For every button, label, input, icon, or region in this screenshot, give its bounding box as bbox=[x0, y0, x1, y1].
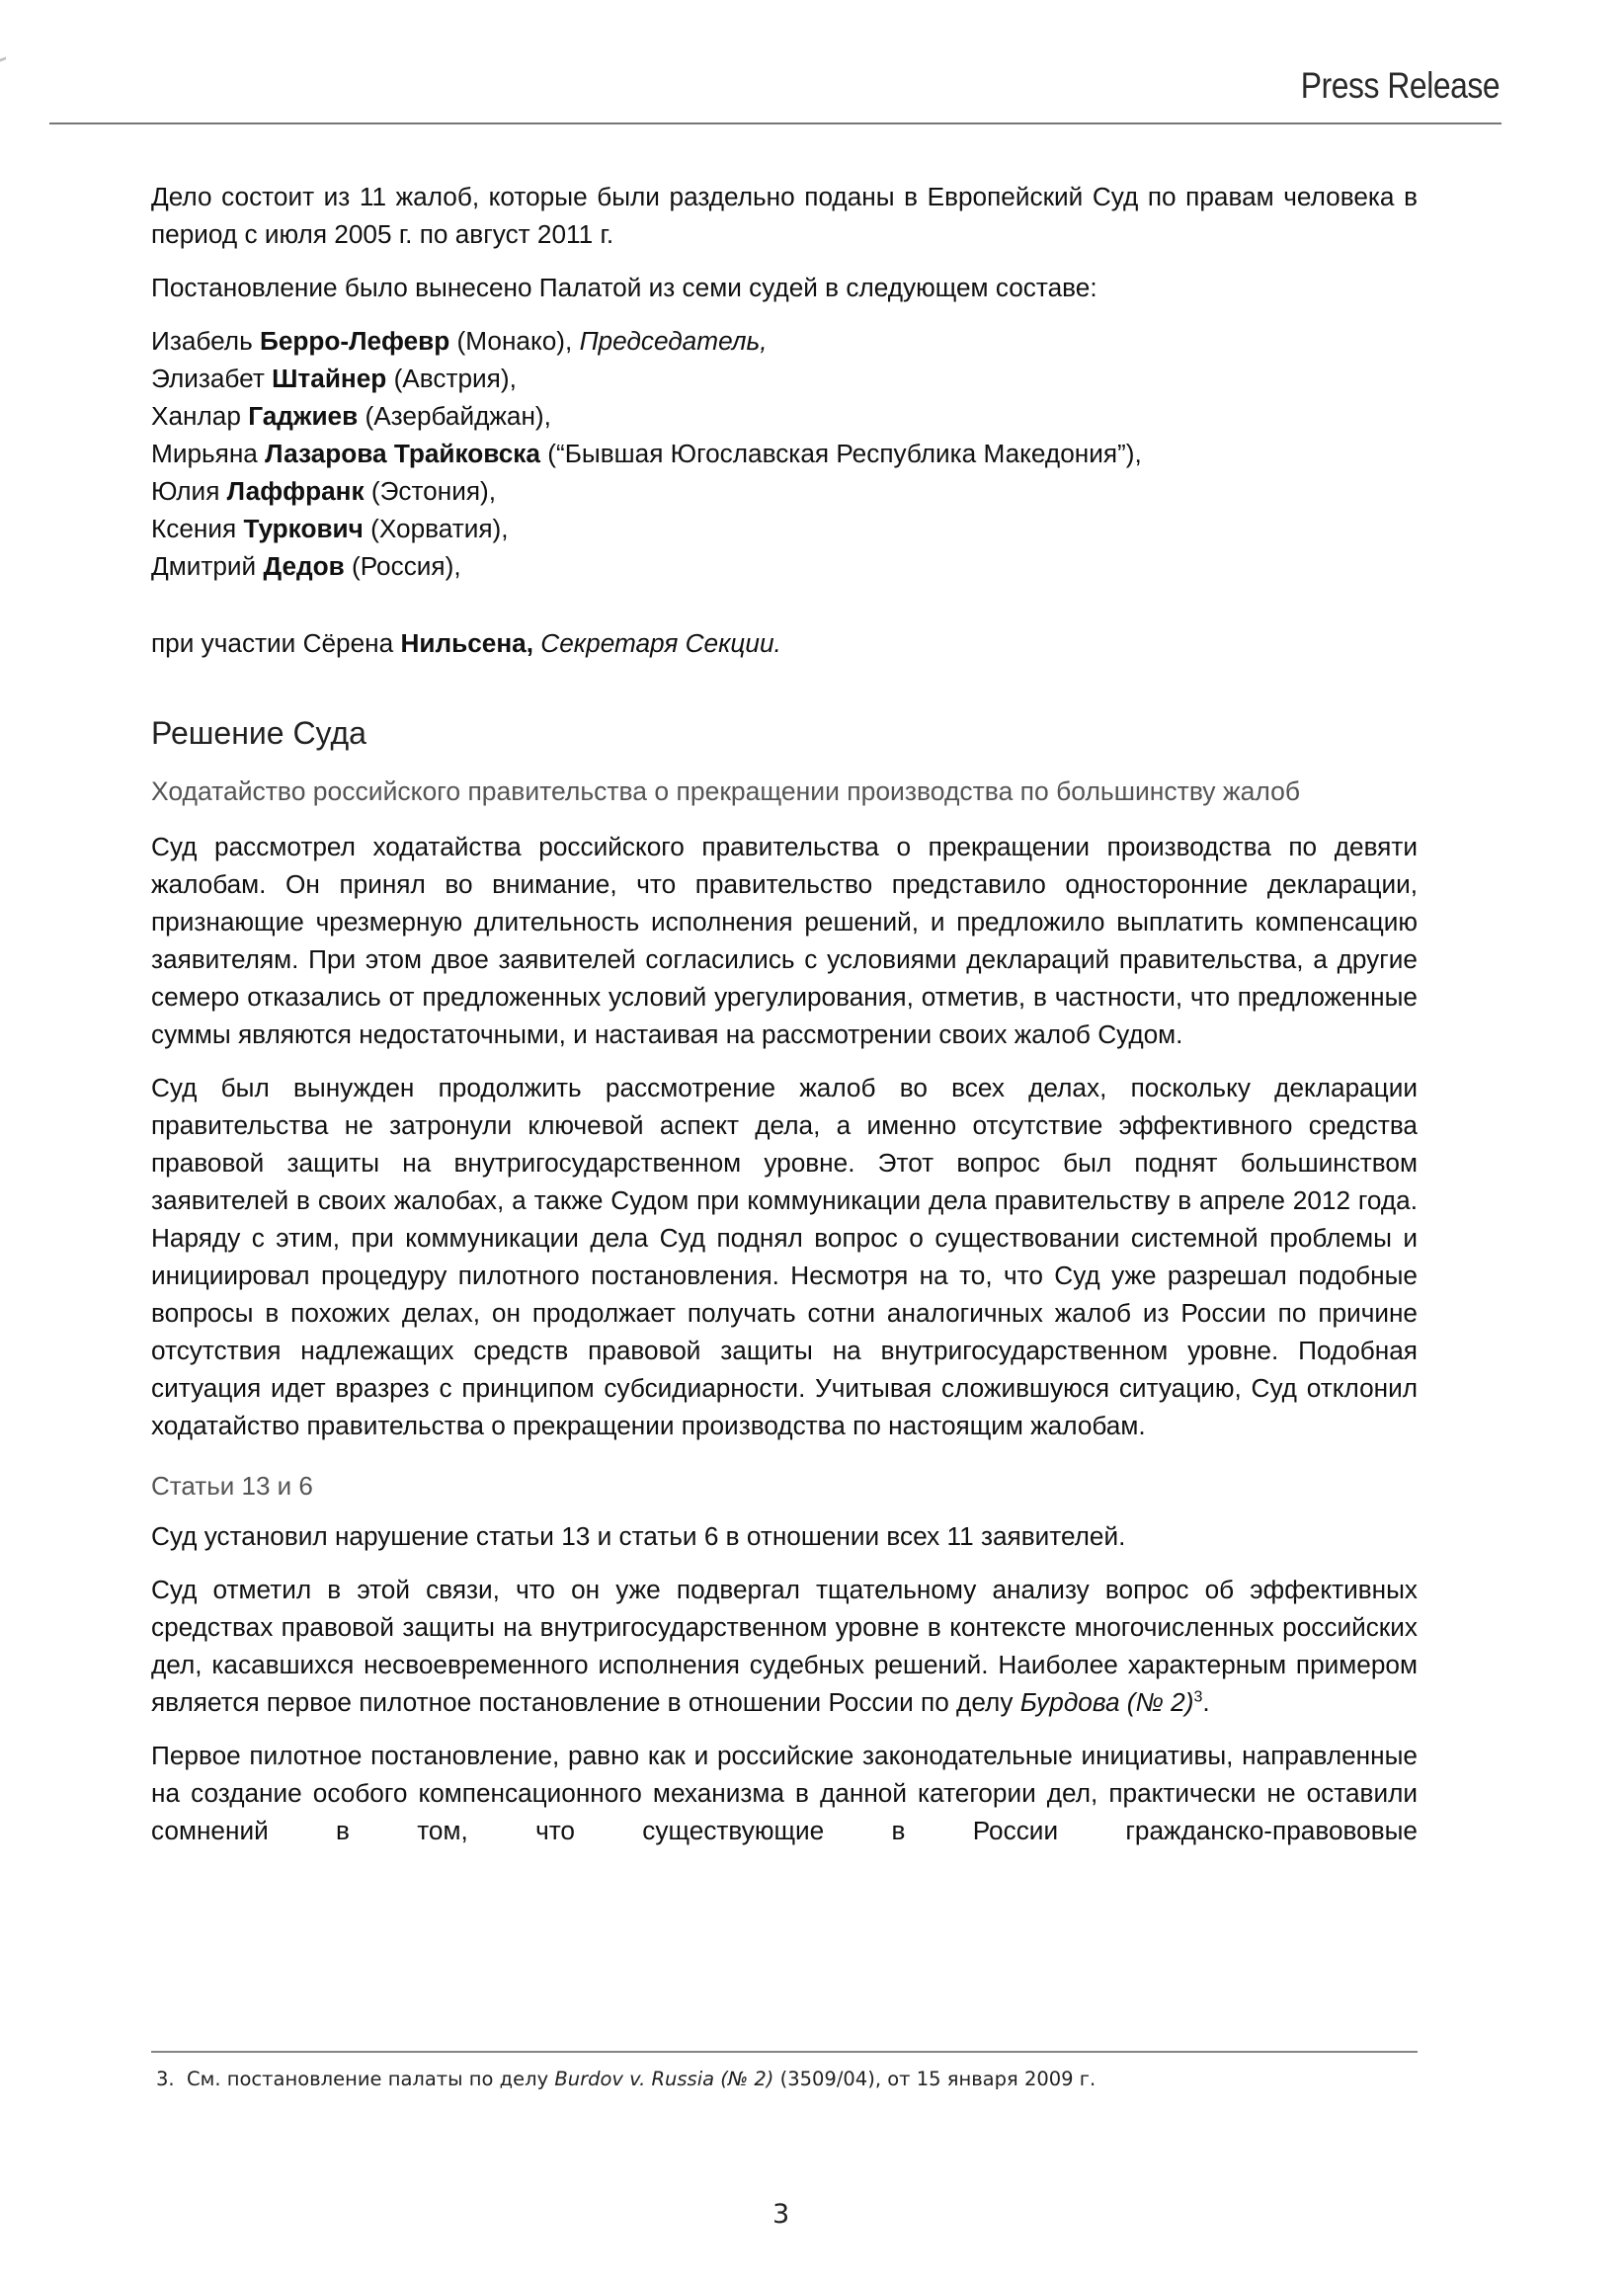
header-divider bbox=[49, 122, 1502, 124]
judge-line: Изабель Берро-Лефевр (Монако), Председатель, bbox=[151, 326, 768, 356]
document-body bbox=[151, 178, 1418, 1865]
subsection-heading: Ходатайство российского правительства о прекращении производства по большинству жалоб bbox=[151, 776, 1301, 806]
footnote-case: Burdov v. Russia (№ 2) bbox=[554, 2068, 774, 2090]
page-number: 3 bbox=[772, 2199, 790, 2230]
scan-artifact bbox=[0, 49, 6, 69]
body-paragraph: Суд установил нарушение статьи 13 и статьи 6 в отношении всех 11 заявителей. bbox=[151, 1521, 1126, 1551]
body-paragraph: Суд был вынужден продолжить рассмотрение жалоб во всех делах, поскольку декларации правительства не затронули ключевой аспект дела, а именно отсутствие эффективного средства правовой защиты на внутригосударственном уровне. Этот вопрос был поднят большинством заявителей в своих жалобах, а также Судом при коммуникации дела правительству в апреле 2012 года. Наряду с этим, при коммуникации дела Суд поднял вопрос о существовании системной проблемы и инициировал процедуру пилотного постановления. Несмотря на то, что Суд уже разрешал подобные вопросы в похожих делах, он продолжает получать сотни аналогичных жалоб из России по причине отсутствия надлежащих средств правовой защиты на внутригосударственном уровне. Подобная ситуация идет вразрез с принципом субсидиарности. Учитывая сложившуюся ситуацию, Суд отклонил ходатайство правительства о прекращении производства по настоящим жалобам. bbox=[151, 1073, 1418, 1440]
judge-line: Мирьяна Лазарова Трайковска (“Бывшая Югославская Республика Македония”), bbox=[151, 439, 1142, 468]
press-release-header: Press Release bbox=[1300, 65, 1500, 106]
judge-surname: Гаджиев bbox=[248, 401, 359, 431]
subsection-heading: Статьи 13 и 6 bbox=[151, 1471, 313, 1501]
footnote-reference[interactable]: 3 bbox=[1193, 1688, 1203, 1706]
case-name: Бурдова (№ 2) bbox=[1019, 1687, 1194, 1717]
judge-line: Ксения Туркович (Хорватия), bbox=[151, 514, 509, 543]
judges-list bbox=[151, 322, 1418, 585]
judge-role: Председатель, bbox=[579, 326, 768, 356]
footnote: 3. См. постановление палаты по делу Burdov v. Russia (№ 2) (3509/04), от 15 января 2009 г. bbox=[156, 2068, 1096, 2090]
judge-surname: Лазарова Трайковска bbox=[265, 439, 540, 468]
judge-surname: Берро-Лефевр bbox=[260, 326, 450, 356]
body-paragraph: Первое пилотное постановление, равно как и российские законодательные инициативы, направленные на создание особого компенсационного механизма в данной категории дел, практически не оставили сомнений в том, что существующие в России гражданско-правововые bbox=[151, 1741, 1418, 1845]
judge-surname: Туркович bbox=[243, 514, 364, 543]
judge-line: Элизабет Штайнер (Австрия), bbox=[151, 364, 517, 393]
footnote-number: 3. bbox=[156, 2068, 175, 2090]
judge-line: Дмитрий Дедов (Россия), bbox=[151, 551, 461, 581]
judge-surname: Дедов bbox=[263, 551, 345, 581]
registrar-line: при участии Сёрена Нильсена, Секретаря Секции. bbox=[151, 628, 781, 658]
judge-line: Ханлар Гаджиев (Азербайджан), bbox=[151, 401, 551, 431]
body-paragraph: Суд отметил в этой связи, что он уже подвергал тщательному анализу вопрос об эффективных средствах правовой защиты на внутригосударственном уровне в контексте многочисленных российских дел, касавшихся несвоевременного исполнения судебных решений. Наиболее характерным примером является первое пилотное постановление в отношении России по делу Бурдова (№ 2)$^3$. bbox=[151, 1575, 1418, 1717]
body-paragraph: Суд рассмотрел ходатайства российского правительства о прекращении производства по девяти жалобам. Он принял во внимание, что правительство представило односторонние декларации, признающие чрезмерную длительность исполнения решений, и предложило выплатить компенсацию заявителям. При этом двое заявителей согласились с условиями деклараций правительства, а другие семеро отказались от предложенных условий урегулирования, отметив, в частности, что предложенные суммы являются недостаточными, и настаивая на рассмотрении своих жалоб Судом. bbox=[151, 832, 1418, 1049]
intro-paragraph-2: Постановление было вынесено Палатой из семи судей в следующем составе: bbox=[151, 273, 1097, 302]
footnote-divider bbox=[151, 2051, 1418, 2053]
judge-surname: Штайнер bbox=[272, 364, 387, 393]
registrar-name: Нильсена, bbox=[400, 628, 534, 658]
judge-surname: Лаффранк bbox=[226, 476, 365, 506]
section-heading: Решение Суда bbox=[151, 715, 366, 751]
registrar-role: Секретаря Секции. bbox=[540, 628, 781, 658]
judge-line: Юлия Лаффранк (Эстония), bbox=[151, 476, 497, 506]
intro-paragraph-1: Дело состоит из 11 жалоб, которые были раздельно поданы в Европейский Суд по правам человека в период с июля 2005 г. по август 2011 г. bbox=[151, 182, 1418, 249]
